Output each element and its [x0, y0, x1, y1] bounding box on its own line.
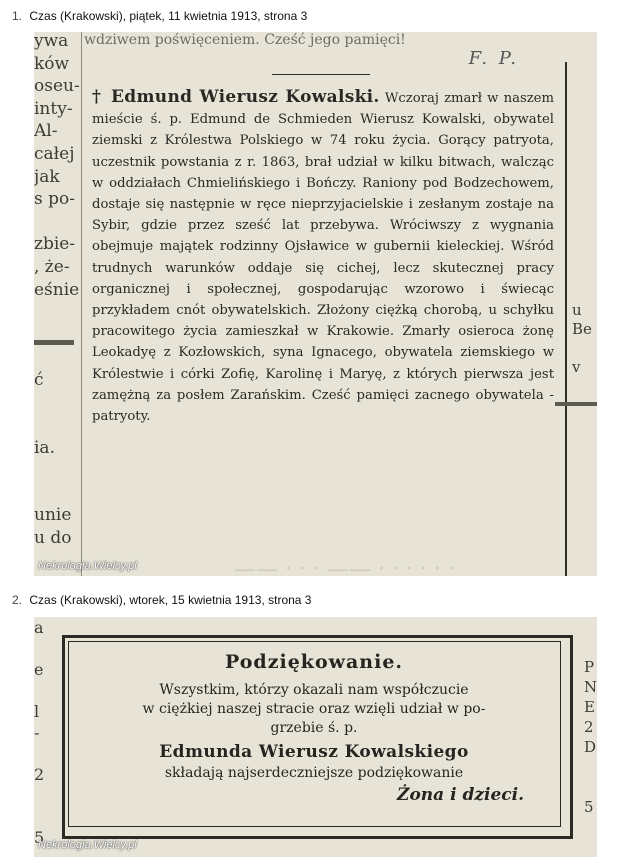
watermark: Nekrologia.Wielcy.pl	[38, 560, 137, 572]
cross-symbol: †	[92, 87, 102, 107]
page-edge-mark	[34, 340, 74, 345]
newspaper-scan-2	[34, 617, 597, 857]
newspaper-scan-1	[34, 32, 597, 576]
left-column-fragment: ywa ków oseu- inty- Al- całej jak s po- zbie- , że- eśnie ć ia. unie u do	[34, 32, 80, 549]
watermark: Nekrologia.Wielcy.pl	[38, 839, 137, 851]
left-column-fragment: a e l - 2 5	[34, 618, 45, 847]
caption-text: Czas (Krakowski), piątek, 11 kwietnia 1913, strona 3	[29, 9, 308, 23]
right-column-fragment: u Be v	[572, 300, 592, 377]
thanks-notice	[74, 651, 554, 805]
faded-text: —— · · · —— · · · · · ·	[234, 557, 455, 576]
entry-number: 1.	[12, 9, 23, 23]
entry-caption-2	[12, 593, 311, 607]
top-fragment: wdziwem poświęceniem. Cześć jego pamięci!	[84, 32, 406, 48]
column-rule-right	[565, 62, 567, 576]
notice-line: w ciężkiej naszej stracie oraz wzięli udział w po-	[142, 701, 486, 717]
previous-article-signature: F. P.	[468, 48, 519, 69]
caption-text: Czas (Krakowski), wtorek, 15 kwietnia 1913, strona 3	[29, 593, 312, 607]
column-rule-left	[81, 32, 82, 576]
notice-line: Wszystkim, którzy okazali nam współczucie	[159, 682, 469, 698]
page-edge-mark	[555, 402, 597, 406]
notice-line: grzebie ś. p.	[270, 720, 358, 736]
entry-caption-1	[12, 9, 307, 23]
obituary-headline: Edmund Wierusz Kowalski.	[111, 87, 380, 107]
deceased-name: Edmunda Wierusz Kowalskiego	[159, 742, 469, 762]
notice-signature: Żona i dzieci.	[397, 785, 524, 805]
notice-closing: składają najserdeczniejsze podziękowanie	[164, 765, 464, 781]
separator-rule	[272, 74, 370, 75]
notice-title: Podziękowanie.	[224, 651, 404, 673]
obituary-body: Wczoraj zmarł w naszem mieście ś. p. Edmund de Schmieden Wierusz Kowalski, obywatel ziemski z Królestwa Polskiego w 74 roku życia. Gorący patryota, uczestnik powstania z r. 1863, brał udział w kilku bitwach, walcząc w oddziałach Chmielińskiego i Bończy. Raniony pod Bodzechowem, dostaje się następnie w ręce nieprzyjacielskie i zesłanym zostaje na Sybir, gdzie przez sześć lat przebywa. Wróciwszy z wygnania obejmuje majątek rodzinny Ojsławice w gubernii kieleckiej. Wśród trudnych warunków oddaje się cichej, lecz skutecznej pracy organicznej i społecznej, gospodarując wzorowo i świecąc przykładem cnót obywatelskich. Złożony ciężką chorobą, u schyłku pracowitego życia zamieszkał w Krakowie. Zmarły osieroca żonę Leokadyę z Kozłowskich, syna Ignacego, obywatela ziemskiego w Królestwie i córki Zofię, Karolinę i Maryę, z których pierwsza jest zamężną za posłem Zarańskim. Cześć pamięci zacnego obywatela - patryoty.	[92, 91, 554, 425]
right-column-fragment: P N E 2 D 5	[584, 658, 597, 816]
entry-number: 2.	[12, 593, 23, 607]
obituary-article	[92, 87, 554, 427]
